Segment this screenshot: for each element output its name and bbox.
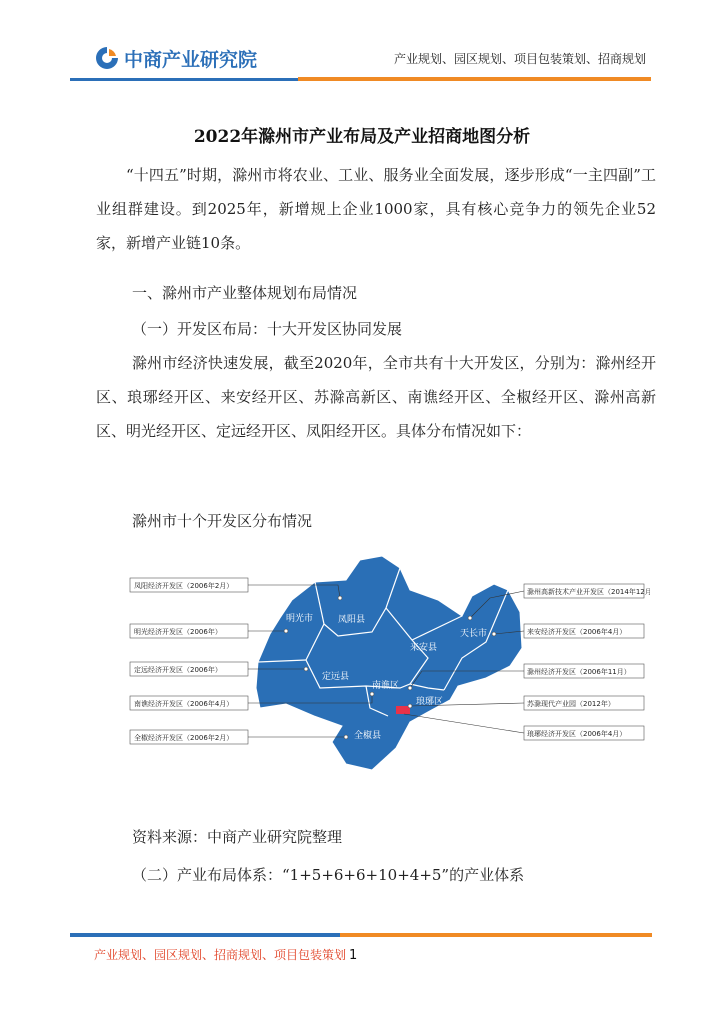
figure-caption: 滁州市十个开发区分布情况 bbox=[132, 512, 313, 530]
region-label: 来安县 bbox=[410, 643, 438, 653]
footer-services: 产业规划、园区规划、招商规划、项目包装策划 bbox=[94, 948, 347, 962]
company-logo bbox=[94, 44, 257, 72]
zone-callout: 苏滁现代产业园（2012年） bbox=[527, 700, 615, 708]
logo-text: 中商产业研究院 bbox=[124, 48, 258, 71]
footer-divider-blue bbox=[70, 933, 340, 937]
region-label: 明光市 bbox=[286, 614, 314, 624]
header-services: 产业规划、园区规划、项目包装策划、招商规划 bbox=[393, 52, 646, 66]
map-svg bbox=[110, 538, 650, 778]
zone-callout: 南谯经济开发区（2006年4月） bbox=[134, 700, 234, 708]
zone-callout: 明光经济开发区（2006年） bbox=[134, 628, 222, 636]
footer-divider-orange bbox=[340, 933, 652, 937]
zone-callout: 来安经济开发区（2006年4月） bbox=[527, 628, 627, 636]
region-label: 全椒县 bbox=[354, 731, 382, 741]
region-label: 南谯区 bbox=[372, 681, 400, 691]
footer bbox=[94, 946, 357, 963]
zone-callout: 全椒经济开发区（2006年2月） bbox=[134, 734, 234, 742]
region-label: 天长市 bbox=[460, 629, 488, 639]
map-highlight-zone bbox=[396, 706, 410, 714]
source-note: 资料来源：中商产业研究院整理 bbox=[132, 828, 343, 846]
map-landmass bbox=[256, 556, 522, 770]
section-1-body: 滁州市经济快速发展，截至2020年，全市共有十大开发区，分别为：滁州经开区、琅琊经开区、来安经开区、苏滁高新区、南谯经开区、全椒经开区、滁州高新区、明光经开区、定远经开区、凤阳经开区。具体分布情况如下： bbox=[96, 354, 656, 440]
section-2-subheading: （二）产业布局体系：“1+5+6+6+10+4+5”的产业体系 bbox=[132, 866, 525, 884]
section-1-heading: 一、滁州市产业整体规划布局情况 bbox=[132, 284, 358, 302]
section-1-subheading: （一）开发区布局：十大开发区协同发展 bbox=[132, 320, 403, 338]
region-label: 凤阳县 bbox=[338, 615, 366, 625]
zone-callout: 凤阳经济开发区（2006年2月） bbox=[134, 582, 234, 590]
region-label: 定远县 bbox=[322, 672, 350, 682]
zone-callout: 滁州经济开发区（2006年11月） bbox=[527, 668, 631, 676]
zone-callout: 定远经济开发区（2006年） bbox=[134, 666, 222, 674]
zone-callout: 琅琊经济开发区（2006年4月） bbox=[527, 730, 627, 738]
development-zone-map bbox=[110, 538, 650, 778]
region-label: 琅琊区 bbox=[416, 697, 444, 707]
header-divider-orange bbox=[298, 77, 651, 81]
logo-icon bbox=[94, 45, 120, 71]
page-number: 1 bbox=[349, 948, 358, 963]
intro-paragraph: “十四五”时期，滁州市将农业、工业、服务业全面发展，逐步形成“一主四副”工业组群建设。到2025年，新增规上企业1000家，具有核心竞争力的领先企业52家，新增产业链10条。 bbox=[96, 166, 656, 252]
header-divider-blue bbox=[70, 78, 298, 81]
document-title: 2022年滁州市产业布局及产业招商地图分析 bbox=[193, 127, 531, 147]
zone-callout: 滁州高新技术产业开发区（2014年12月） bbox=[527, 588, 650, 596]
